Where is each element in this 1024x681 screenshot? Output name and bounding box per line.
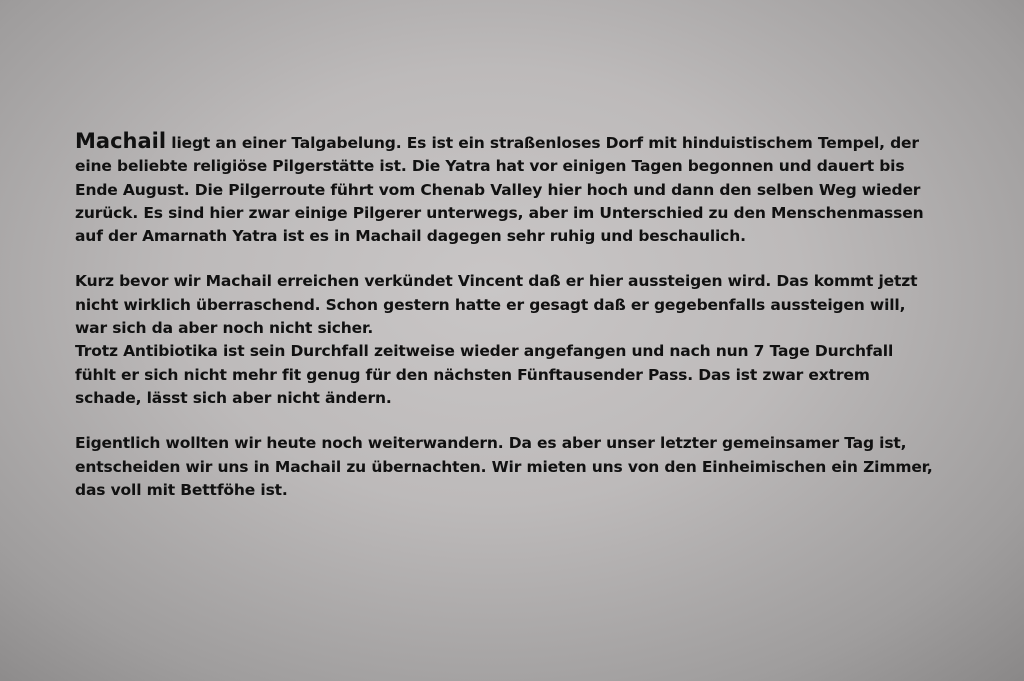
paragraph-overnight: Eigentlich wollten wir heute noch weiterwandern. Da es aber unser letzter gemeinsamer Tag ist, entscheiden wir uns in Machail zu übernachten. Wir mieten uns von den Einheimischen ein Zimmer, das voll mit Bettföhe ist. bbox=[75, 434, 933, 499]
paragraph-intro-text: liegt an einer Talgabelung. Es ist ein straßenloses Dorf mit hinduistischem Tempel, der eine beliebte religiöse Pilgerstätte ist. Die Yatra hat vor einigen Tagen begonnen und dauert bis Ende August. Die Pilgerroute führt vom Chenab Valley hier hoch und dann den selben Weg wieder zurück. Es sind hier zwar einige Pilgerer unterwegs, aber im Unterschied zu den Menschenmassen auf der Amarnath Yatra ist es in Machail dagegen sehr ruhig und beschaulich. bbox=[75, 134, 924, 246]
lead-word-machail: Machail bbox=[75, 129, 167, 153]
paragraph-antibiotics: Trotz Antibiotika ist sein Durchfall zeitweise wieder angefangen und nach nun 7 Tage Durchfall fühlt er sich nicht mehr fit genug für den nächsten Fünftausender Pass. Das ist zwar extrem schade, lässt sich aber nicht ändern. bbox=[75, 342, 894, 407]
article-text bbox=[75, 130, 935, 502]
paragraph-vincent-leaves: Kurz bevor wir Machail erreichen verkündet Vincent daß er hier aussteigen wird. Das kommt jetzt nicht wirklich überraschend. Schon gestern hatte er gesagt daß er gegebenfalls aussteigen will, war sich da aber noch nicht sicher. bbox=[75, 272, 918, 338]
paragraph-machail-intro bbox=[75, 130, 935, 248]
